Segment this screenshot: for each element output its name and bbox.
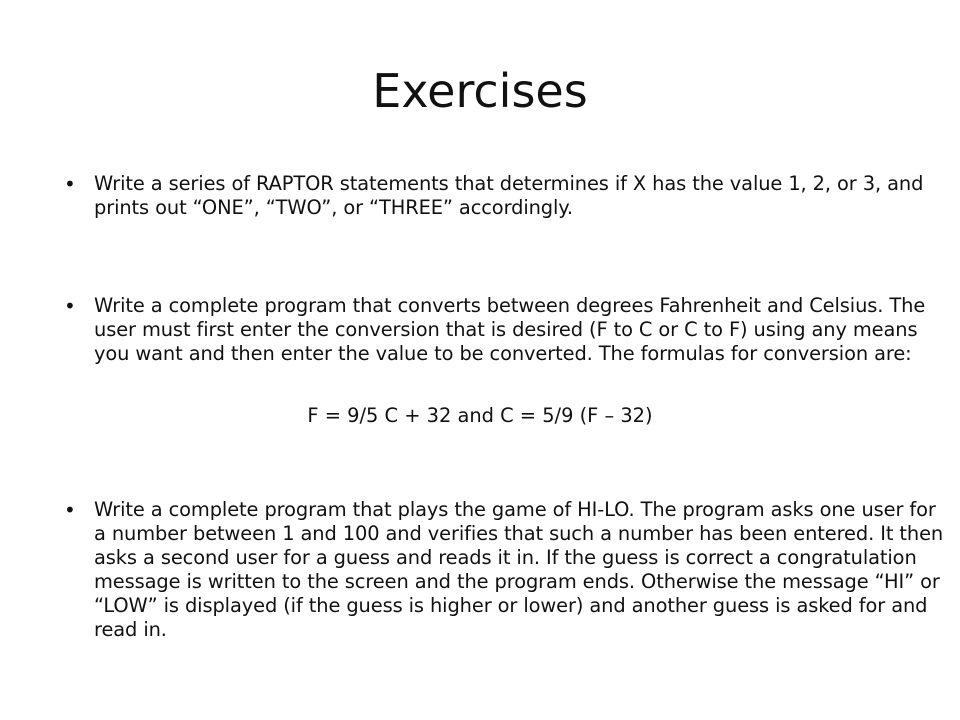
bullet-text-2: Write a complete program that converts between degrees Fahrenheit and Celsius. The user must first enter the conversion that is desired (F to C or C to F) using any means you want and then enter the value to be converted. The formulas for conversion are: [94, 294, 926, 365]
bullet-icon: • [64, 172, 76, 196]
bullet-text-3: Write a complete program that plays the game of HI-LO. The program asks one user for a number between 1 and 100 and verifies that such a number has been entered. It then asks a second user for a guess and reads it in. If the guess is correct a congratulation message is written to the screen and the program ends. Otherwise the message “HI” or “LOW” is displayed (if the guess is higher or lower) and another guess is asked for and read in. [94, 498, 944, 641]
bullet-icon: • [64, 498, 76, 522]
bullet-icon: • [64, 294, 76, 318]
conversion-formula: F = 9/5 C + 32 and C = 5/9 (F – 32) [307, 404, 653, 427]
bullet-text-1: Write a series of RAPTOR statements that determines if X has the value 1, 2, or 3, and prints out “ONE”, “TWO”, or “THREE” accordingly. [94, 172, 924, 219]
slide-title: Exercises [372, 64, 588, 118]
